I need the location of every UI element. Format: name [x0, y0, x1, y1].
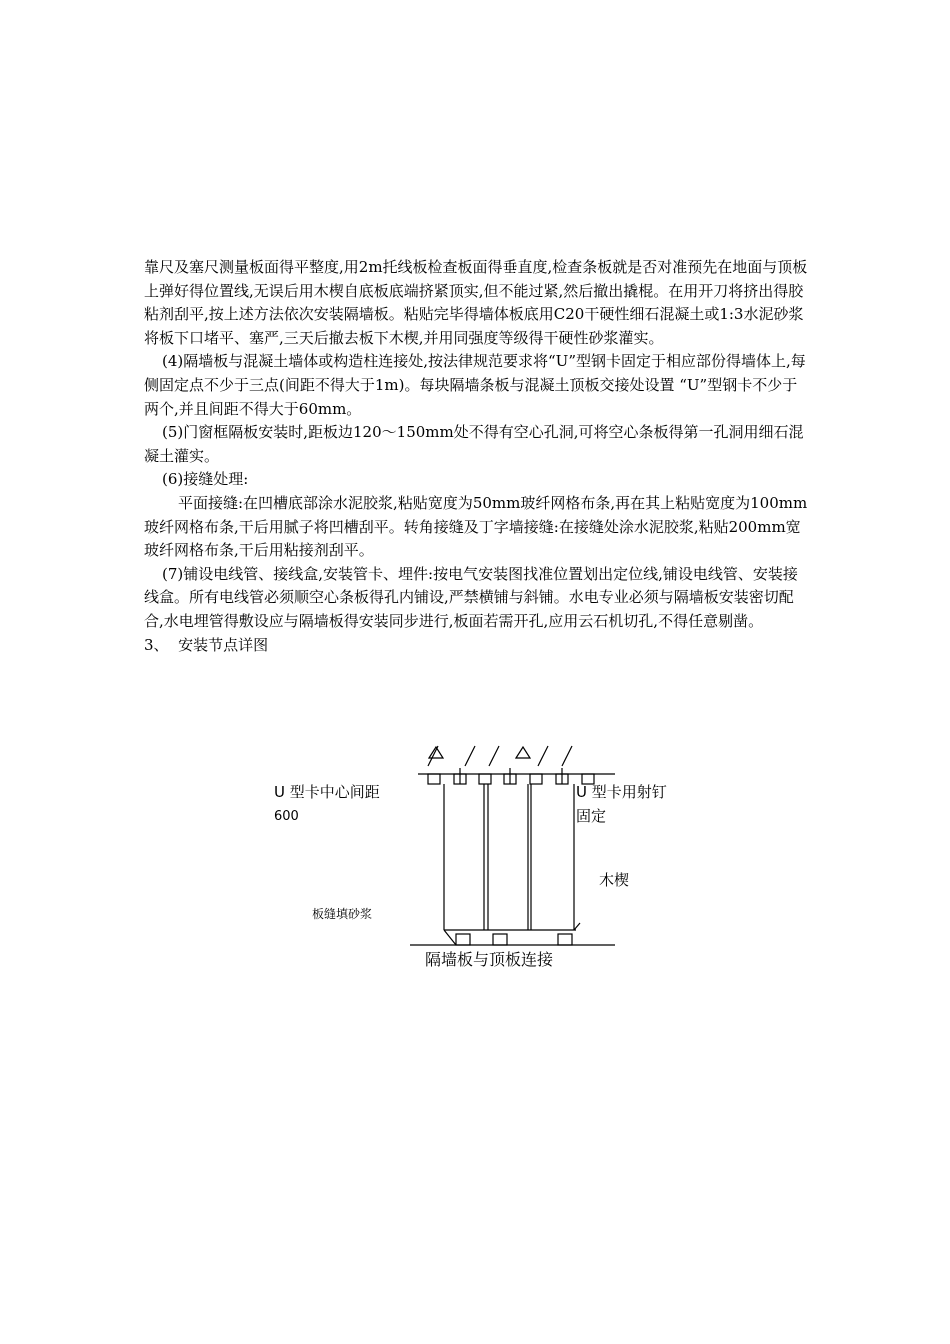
label-u-nail: U 型卡用射钉 [576, 783, 667, 801]
diagram-lines [410, 746, 615, 945]
triangle-mark [429, 747, 443, 758]
hatch-mark [465, 746, 475, 766]
hatch-mark [428, 746, 438, 766]
hatch-mark [538, 746, 548, 766]
mortar-line [444, 930, 456, 945]
document-body [144, 256, 812, 657]
triangle-mark [516, 747, 530, 758]
u-clip [428, 774, 440, 784]
installation-detail-diagram [260, 738, 667, 978]
label-u-spacing: U 型卡中心间距 [274, 783, 380, 801]
diagram-caption: 隔墙板与顶板连接 [425, 950, 554, 969]
wedge-block [456, 934, 470, 945]
paragraph-6: (7)铺设电线管、接线盒,安装管卡、埋件:按电气安装图找准位置划出定位线,铺设电线管、安装接线盒。所有电线管必须顺空心条板得孔内铺设,严禁横铺与斜铺。水电专业必须与隔墙板安装密切配合,水电埋管得敷设应与隔墙板得安装同步进行,板面若需开孔,应用云石机切孔,不得任意剔凿。 [144, 564, 798, 630]
wedge-block [493, 934, 507, 945]
paragraph-2: (4)隔墙板与混凝土墙体或构造柱连接处,按法律规范要求将“U”型钢卡固定于相应部份得墙体上,每侧固定点不少于三点(间距不得大于1m)。每块隔墙条板与混凝土顶板交接处设置 “U”型钢卡不少于两个,并且间距不得大于60mm。 [144, 352, 806, 418]
paragraph-1: 靠尺及塞尺测量板面得平整度,用2m托线板检查板面得垂直度,检查条板就是否对准预先在地面与顶板上弹好得位置线,无误后用木楔自底板底端挤紧顶实,但不能过紧,然后撤出撬棍。在用开刀将挤出得胶粘剂刮平,按上述方法依次安装隔墙板。粘贴完毕得墙体板底用C20干硬性细石混凝土或1:3水泥砂浆将板下口堵平、塞严,三天后撤去板下木楔,并用同强度等级得干硬性砂浆灌实。 [144, 258, 808, 347]
paragraph-3: (5)门窗框隔板安装时,距板边120～150mm处不得有空心孔洞,可将空心条板得第一孔洞用细石混凝土灌实。 [144, 423, 804, 465]
u-clip [530, 774, 542, 784]
label-u-nail-fix: 固定 [576, 807, 607, 825]
label-wedge: 木楔 [599, 871, 630, 889]
hatch-mark [489, 746, 499, 766]
wedge-line [574, 923, 580, 930]
section-heading: 3、 安装节点详图 [144, 635, 269, 654]
hatch-mark [562, 746, 572, 766]
wedge-block [558, 934, 572, 945]
paragraph-4: (6)接缝处理: [162, 470, 249, 489]
paragraph-5: 平面接缝:在凹槽底部涂水泥胶浆,粘贴宽度为50mm玻纤网格布条,再在其上粘贴宽度为100mm玻纤网格布条,干后用腻子将凹槽刮平。转角接缝及丁字墙接缝:在接缝处涂水泥胶浆,粘贴200mm宽玻纤网格布条,干后用粘接剂刮平。 [144, 493, 808, 560]
u-clip [479, 774, 491, 784]
label-mortar: 板缝填砂浆 [312, 907, 373, 921]
label-u-spacing-value: 600 [274, 809, 299, 824]
